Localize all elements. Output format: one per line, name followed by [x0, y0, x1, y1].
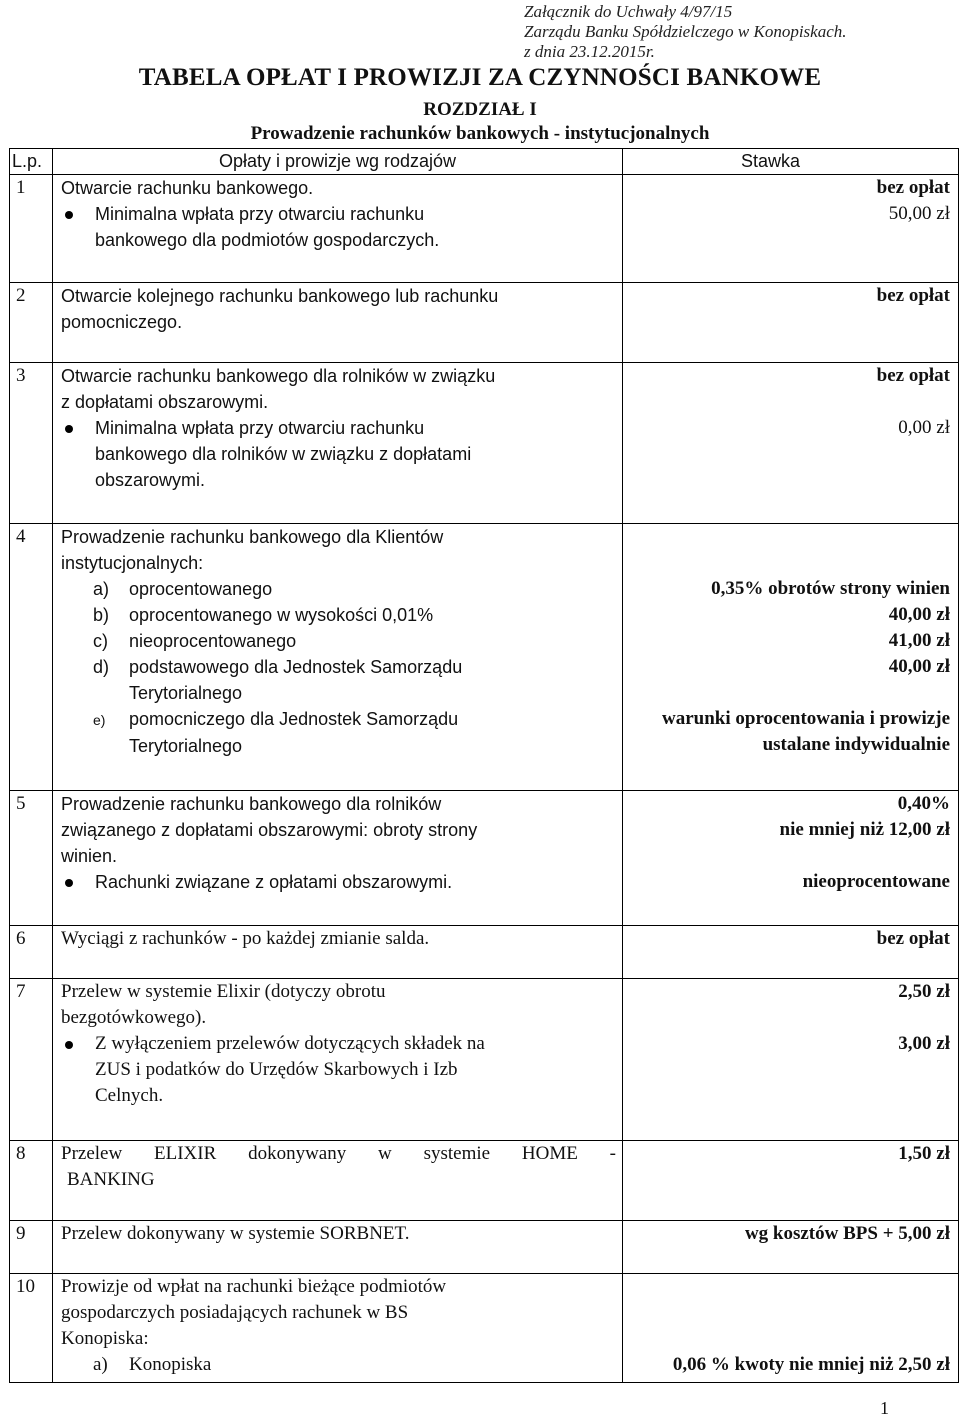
row-text-1: Otwarcie kolejnego rachunku bankowego lub rachunku — [61, 286, 499, 306]
row-text-1: Otwarcie rachunku bankowego dla rolników w związku — [61, 366, 496, 386]
row-rate — [623, 1274, 959, 1383]
table-header-row — [10, 149, 959, 175]
rate-value-2: nie mniej niż 12,00 zł — [779, 819, 950, 840]
sub-item-label: oprocentowanego w wysokości 0,01% — [129, 605, 434, 625]
section-heading: ROZDZIAŁ I — [423, 99, 537, 120]
attachment-line-1: Załącznik do Uchwały 4/97/15 — [524, 2, 733, 21]
row-number: 9 — [10, 1221, 53, 1274]
sub-item-label: nieoprocentowanego — [129, 631, 297, 651]
bullet-text-1: Z wyłączeniem przelewów dotyczących składek na — [95, 1033, 485, 1054]
bullet-text-1: Rachunki związane z opłatami obszarowymi. — [95, 872, 453, 892]
row-rate — [623, 524, 959, 791]
row-description — [53, 175, 623, 283]
row-text-3: Konopiska: — [61, 1328, 149, 1349]
row-description — [53, 283, 623, 363]
attachment-line-3: z dnia 23.12.2015r. — [524, 42, 655, 61]
rate-value-e-cont: ustalane indywidualnie — [762, 734, 950, 755]
row-text-2: bezgotówkowego). — [61, 1007, 207, 1028]
row-description — [53, 979, 623, 1141]
row-description — [53, 1274, 623, 1383]
sub-item-a — [61, 1352, 616, 1378]
bullet-text-2: bankowego dla rolników w związku z dopłatami — [95, 444, 472, 464]
row-number: 7 — [10, 979, 53, 1141]
page-number: 1 — [880, 1398, 889, 1418]
table-row — [10, 283, 959, 363]
sub-item-letter: c) — [93, 631, 108, 651]
bullet-text-3: obszarowymi. — [95, 470, 206, 490]
bullet-icon — [65, 425, 73, 433]
row-number: 10 — [10, 1274, 53, 1383]
row-description — [53, 1141, 623, 1221]
bullet-icon — [65, 211, 73, 219]
bullet-item — [61, 1031, 616, 1109]
rate-value: wg kosztów BPS + 5,00 zł — [744, 1223, 950, 1244]
bullet-icon — [65, 1041, 73, 1049]
sub-item-letter: d) — [93, 657, 110, 677]
bullet-text-3: Celnych. — [95, 1085, 164, 1106]
row-number: 4 — [10, 524, 53, 791]
row-description — [53, 524, 623, 791]
row-number: 8 — [10, 1141, 53, 1221]
sub-item-label: oprocentowanego — [129, 579, 273, 599]
row-text-1: Prowadzenie rachunku bankowego dla rolników — [61, 794, 442, 814]
document-title: TABELA OPŁAT I PROWIZJI ZA CZYNNOŚCI BANKOWE — [138, 64, 822, 91]
bullet-item — [61, 869, 616, 895]
table-row — [10, 175, 959, 283]
rate-value-a: 0,35% obrotów strony winien — [711, 578, 950, 599]
bullet-rate-value: 50,00 zł — [888, 203, 950, 224]
rate-value: bez opłat — [876, 365, 950, 386]
row-rate — [623, 283, 959, 363]
table-row — [10, 524, 959, 791]
sub-item-letter: e) — [93, 712, 106, 728]
section-subtitle: Prowadzenie rachunków bankowych - instytucjonalnych — [250, 123, 710, 144]
table-row — [10, 363, 959, 524]
row-text-1: Przelew w systemie Elixir (dotyczy obrotu — [61, 981, 386, 1002]
row-text: Otwarcie rachunku bankowego. — [61, 178, 314, 198]
sub-item-a — [61, 576, 616, 602]
bullet-rate-value: nieoprocentowane — [802, 871, 950, 892]
header-description: Opłaty i prowizje wg rodzajów — [53, 149, 623, 175]
attachment-line-2: Zarządu Banku Spółdzielczego w Konopiskach. — [524, 22, 847, 41]
rate-value-d: 40,00 zł — [888, 656, 950, 677]
table-row — [10, 1141, 959, 1221]
row-description — [53, 363, 623, 524]
bullet-text-2: bankowego dla podmiotów gospodarczych. — [95, 230, 440, 250]
row-rate — [623, 363, 959, 524]
table-row — [10, 926, 959, 979]
row-text-1: Prowadzenie rachunku bankowego dla Klientów — [61, 527, 444, 547]
sub-item-b — [61, 602, 616, 628]
attachment-note — [524, 2, 847, 62]
sub-item-label: pomocniczego dla Jednostek Samorządu — [129, 709, 459, 729]
sub-item-letter: a) — [93, 1354, 108, 1375]
bullet-rate-value: 3,00 zł — [898, 1033, 950, 1054]
sub-item-e — [61, 706, 616, 759]
row-text-2: instytucjonalnych: — [61, 553, 204, 573]
row-text-2: związanego z dopłatami obszarowymi: obroty strony — [61, 820, 478, 840]
table-row — [10, 791, 959, 926]
bullet-rate-value: 0,00 zł — [898, 417, 950, 438]
row-rate — [623, 979, 959, 1141]
sub-item-label-cont: Terytorialnego — [129, 736, 243, 756]
sub-item-letter: a) — [93, 579, 110, 599]
row-text-2: z dopłatami obszarowymi. — [61, 392, 269, 412]
rate-value: 1,50 zł — [898, 1143, 950, 1164]
rate-value: bez opłat — [876, 928, 950, 949]
rate-value-e: warunki oprocentowania i prowizje — [662, 708, 950, 729]
table-row — [10, 1274, 959, 1383]
row-text-1: Przelew ELIXIR dokonywany w systemie HOME - — [61, 1143, 616, 1164]
rate-value-c: 41,00 zł — [888, 630, 950, 651]
row-number: 3 — [10, 363, 53, 524]
row-number: 1 — [10, 175, 53, 283]
row-text-2: gospodarczych posiadających rachunek w BS — [61, 1302, 409, 1323]
row-rate — [623, 926, 959, 979]
sub-item-label: podstawowego dla Jednostek Samorządu — [129, 657, 463, 677]
rate-value: bez opłat — [876, 177, 950, 198]
bullet-icon — [65, 879, 73, 887]
table-row — [10, 1221, 959, 1274]
row-number: 5 — [10, 791, 53, 926]
row-number: 6 — [10, 926, 53, 979]
bullet-text-2: ZUS i podatków do Urzędów Skarbowych i Izb — [95, 1059, 458, 1080]
sub-item-label-cont: Terytorialnego — [129, 683, 243, 703]
row-rate — [623, 175, 959, 283]
rate-value-a: 0,06 % kwoty nie mniej niż 2,50 zł — [672, 1354, 950, 1375]
row-number: 2 — [10, 283, 53, 363]
row-text-3: winien. — [61, 846, 118, 866]
row-rate — [623, 791, 959, 926]
rate-value: 0,40% — [897, 793, 950, 814]
bullet-item — [61, 415, 616, 493]
bullet-text-1: Minimalna wpłata przy otwarciu rachunku — [95, 204, 425, 224]
table-row — [10, 979, 959, 1141]
row-description — [53, 1221, 623, 1274]
row-description — [53, 791, 623, 926]
row-rate — [623, 1141, 959, 1221]
row-rate — [623, 1221, 959, 1274]
rate-value: 2,50 zł — [898, 981, 950, 1002]
rate-value-b: 40,00 zł — [888, 604, 950, 625]
sub-item-letter: b) — [93, 605, 110, 625]
header-lp: L.p. — [10, 149, 53, 175]
sub-item-d — [61, 654, 616, 706]
row-text-2: pomocniczego. — [61, 312, 183, 332]
row-text-2: BANKING — [67, 1169, 155, 1190]
row-description — [53, 926, 623, 979]
sub-item-c — [61, 628, 616, 654]
bullet-text-1: Minimalna wpłata przy otwarciu rachunku — [95, 418, 425, 438]
sub-item-label: Konopiska — [129, 1354, 212, 1375]
bullet-item — [61, 201, 616, 253]
row-text-1: Prowizje od wpłat na rachunki bieżące podmiotów — [61, 1276, 447, 1297]
row-text: Przelew dokonywany w systemie SORBNET. — [61, 1223, 410, 1244]
fee-table — [9, 148, 959, 1383]
header-rate: Stawka — [623, 149, 959, 175]
row-text: Wyciągi z rachunków - po każdej zmianie salda. — [61, 928, 430, 949]
rate-value: bez opłat — [876, 285, 950, 306]
